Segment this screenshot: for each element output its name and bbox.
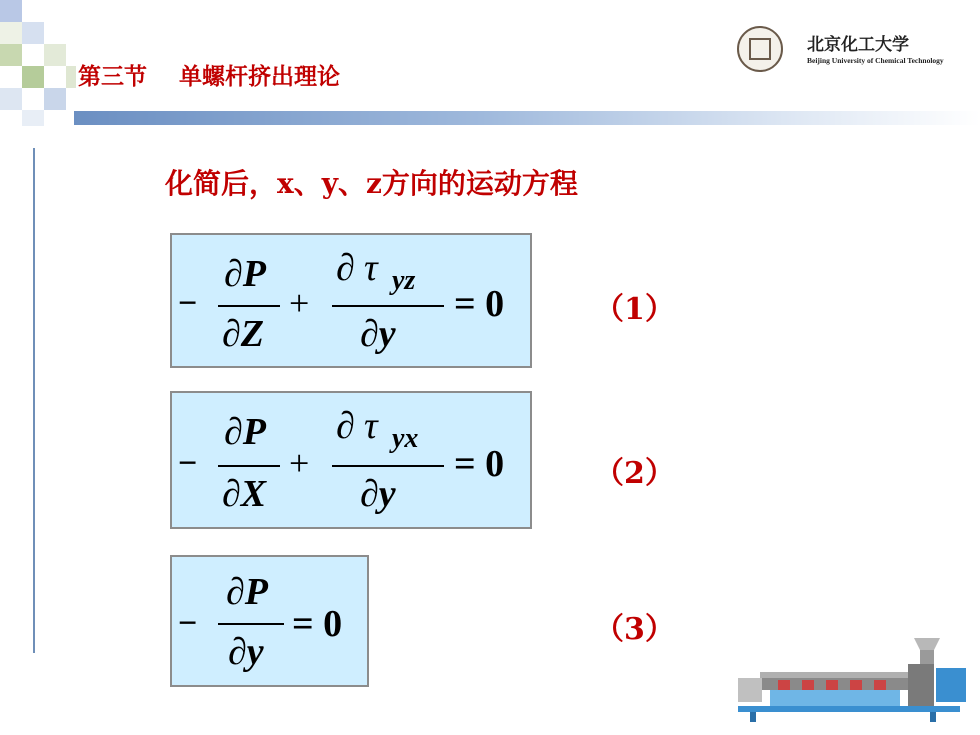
fraction2-denominator: ∂y <box>360 473 396 515</box>
fraction1-denominator: ∂y <box>228 631 264 673</box>
fraction1-bar <box>218 305 280 307</box>
section-title: 第三节 单螺杆挤出理论 <box>78 64 341 90</box>
equation-box-1 <box>170 233 532 368</box>
fraction2-denominator: ∂y <box>360 313 396 355</box>
fraction2-bar <box>332 305 444 307</box>
fraction2-tau: τ <box>364 247 378 289</box>
university-name-en: Beijing University of Chemical Technology <box>807 56 944 65</box>
header-bar <box>74 111 980 125</box>
fraction1-numerator: ∂P <box>226 571 268 613</box>
plus-sign: + <box>289 443 310 483</box>
equals-zero: = 0 <box>454 443 505 485</box>
equals-zero: = 0 <box>454 283 505 325</box>
equation-number-3: （3） <box>594 612 675 647</box>
fraction2-tau: τ <box>364 405 378 447</box>
fraction2-partial: ∂ <box>336 405 355 447</box>
equation-box-3 <box>170 555 369 687</box>
fraction1-denominator: ∂X <box>222 473 267 515</box>
subtitle: 化简后，x、y、z方向的运动方程 <box>165 167 578 200</box>
seal-gate-icon <box>749 38 771 60</box>
fraction2-subscript: yx <box>392 423 419 454</box>
fraction1-denominator: ∂Z <box>222 313 264 355</box>
equation-number-2: （2） <box>594 456 675 491</box>
fraction1-bar <box>218 465 280 467</box>
equation-number-1: （1） <box>594 292 675 327</box>
fraction1-numerator: ∂P <box>224 411 266 453</box>
equals-zero: = 0 <box>292 603 343 645</box>
equation-box-2 <box>170 391 532 529</box>
minus-sign: − <box>178 605 198 642</box>
plus-sign: + <box>289 283 310 323</box>
fraction1-numerator: ∂P <box>224 253 266 295</box>
fraction1-bar <box>218 623 284 625</box>
fraction2-subscript: yz <box>392 265 416 296</box>
minus-sign: − <box>178 285 198 322</box>
minus-sign: − <box>178 445 198 482</box>
fraction2-bar <box>332 465 444 467</box>
extruder-machine-illustration <box>730 628 975 723</box>
left-rule <box>33 148 35 653</box>
university-name-cn: 北京化工大学 <box>807 35 909 55</box>
fraction2-partial: ∂ <box>336 247 355 289</box>
